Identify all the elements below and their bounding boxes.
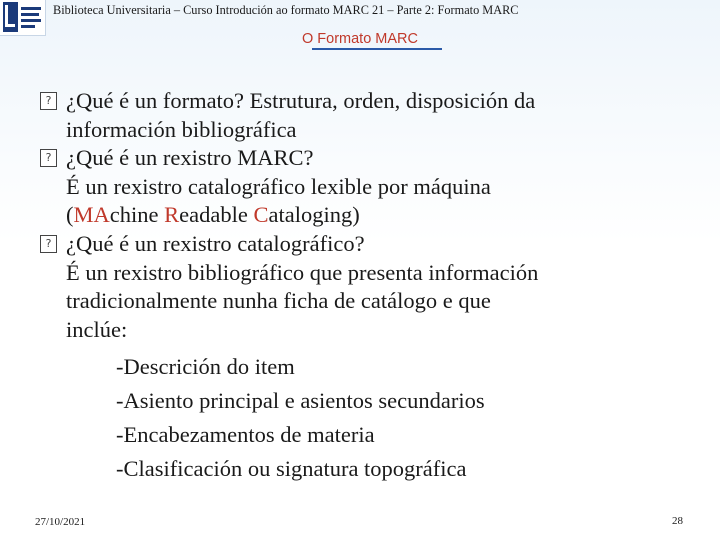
bullet-box-icon: ?: [40, 235, 57, 253]
a3-line-2: tradicionalmente nunha ficha de catálogo e que: [66, 288, 491, 314]
footer-date: 27/10/2021: [35, 516, 86, 528]
acronym-letters-ma: MA: [73, 202, 110, 228]
page-number: 28: [672, 515, 683, 527]
usc-logo-mark: [3, 2, 18, 32]
list-item: -Asiento principal e asientos secundarios: [116, 388, 485, 414]
list-item: -Clasificación ou signatura topográfica: [116, 456, 467, 482]
bullet-box-icon: ?: [40, 92, 57, 110]
q2-text: ¿Qué é un rexistro MARC?: [66, 145, 314, 171]
usc-logo-text-bars: [21, 7, 41, 31]
slide-content: [40, 87, 710, 486]
acronym-letter-c: C: [253, 202, 269, 228]
list-item: -Encabezamentos de materia: [116, 422, 375, 448]
marc-acronym: (MAchine Readable Cataloging): [66, 202, 360, 228]
q1-continuation: información bibliográfica: [66, 116, 297, 142]
bullet-box-icon: ?: [40, 149, 57, 167]
q1-text: ¿Qué é un formato? Estrutura, orden, disposición da: [66, 88, 536, 113]
bullet-q3: [40, 230, 710, 259]
bullet-q1: [40, 87, 710, 116]
list-item: -Descrición do item: [116, 354, 295, 380]
bullet-q2: [40, 144, 710, 173]
q3-text: ¿Qué é un rexistro catalográfico?: [66, 230, 365, 256]
title-underline: [312, 48, 442, 50]
acronym-letter-r: R: [164, 202, 180, 228]
slide-title: O Formato MARC: [301, 31, 418, 47]
a2-text: É un rexistro catalográfico lexible por máquina: [66, 173, 491, 199]
a3-line-1: É un rexistro bibliográfico que presenta información: [66, 259, 539, 285]
header-title: Biblioteca Universitaria – Curso Introdución ao formato MARC 21 – Parte 2: Formato MARC: [53, 3, 519, 17]
a3-line-3: inclúe:: [66, 316, 128, 342]
